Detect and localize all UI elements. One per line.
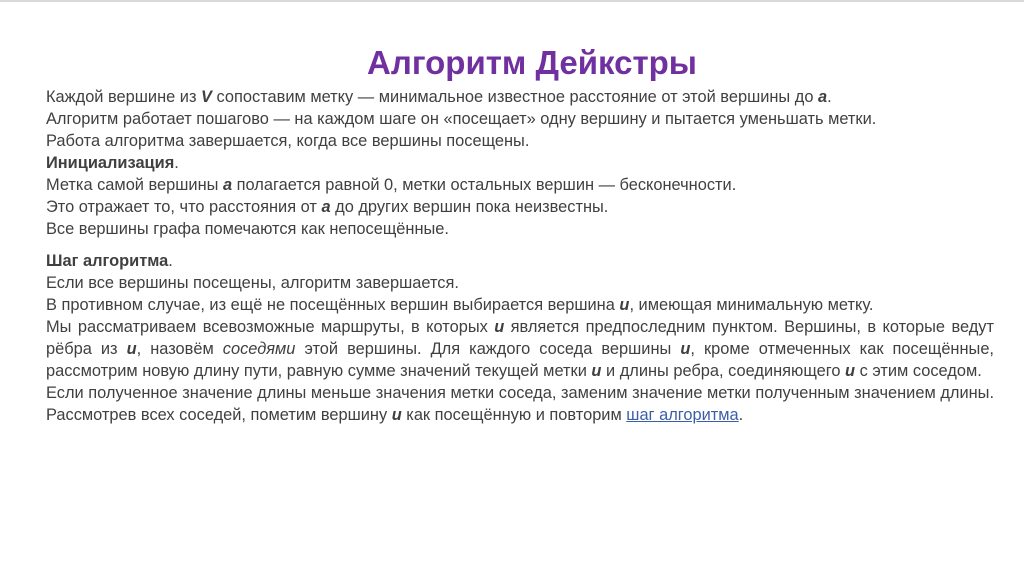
heading-initialization xyxy=(46,152,994,174)
variable-a: a xyxy=(321,198,331,216)
variable-u: u xyxy=(494,318,505,336)
paragraph-init-labels xyxy=(46,174,994,196)
variable-v: V xyxy=(201,88,212,106)
slide-title: Алгоритм Дейкстры xyxy=(367,44,697,82)
paragraph-step-select xyxy=(46,294,994,316)
step-algorithm-link[interactable]: шаг алгоритма xyxy=(626,406,739,424)
text: . xyxy=(738,406,744,424)
text: Если полученное значение длины меньше значения метки соседа, заменим значение метки полученным значением длины. Рассмотрев всех соседей, пометим вершину xyxy=(46,384,994,424)
text: и длины ребра, соединяющего xyxy=(601,362,846,380)
step-label: Шаг алгоритма xyxy=(46,252,169,270)
variable-u: u xyxy=(126,340,137,358)
text: В противном случае, из ещё не посещённых вершин выбирается вершина xyxy=(46,296,620,314)
text: . xyxy=(174,154,179,172)
initialization-label: Инициализация xyxy=(46,154,175,172)
variable-a: a xyxy=(818,88,828,106)
paragraph-step-update xyxy=(46,382,994,426)
variable-u: u xyxy=(680,340,691,358)
text: , имеющая минимальную метку. xyxy=(629,296,874,314)
text: , кроме отмеченных как посещённые, рассмотрим новую длину пути, равную сумме значений текущей метки xyxy=(46,340,994,380)
top-divider xyxy=(0,0,1024,2)
text: Это отражает то, что расстояния от xyxy=(46,198,322,216)
paragraph-init-unknown xyxy=(46,196,994,218)
paragraph-termination: Работа алгоритма завершается, когда все вершины посещены. xyxy=(46,132,530,150)
variable-u: u xyxy=(591,362,602,380)
text: как посещённую и повторим xyxy=(401,406,627,424)
paragraph-step-neighbors xyxy=(46,316,994,382)
paragraph-step-end: Если все вершины посещены, алгоритм завершается. xyxy=(46,274,459,292)
variable-a: a xyxy=(222,176,233,194)
text: Каждой вершине из xyxy=(46,88,202,106)
text: этой вершины. Для каждого соседа вершины xyxy=(295,340,681,358)
text: является предпоследним пунктом. Вершины, в которые ведут рёбра из xyxy=(46,318,994,358)
heading-step xyxy=(46,250,994,272)
text: с этим соседом. xyxy=(855,362,982,380)
paragraph-init-unvisited: Все вершины графа помечаются как непосещённые. xyxy=(46,220,449,238)
slide-body xyxy=(46,86,994,426)
term-neighbors: соседями xyxy=(222,340,296,358)
variable-u: u xyxy=(391,406,402,424)
text: Мы рассматриваем всевозможные маршруты, в которых xyxy=(46,318,495,336)
text: Метка самой вершины xyxy=(46,176,223,194)
text: полагается равной 0, метки остальных вершин — бесконечности. xyxy=(232,176,737,194)
paragraph-stepwise: Алгоритм работает пошагово — на каждом шаге он «посещает» одну вершину и пытается уменьшать метки. xyxy=(46,110,877,128)
text: , назовём xyxy=(136,340,223,358)
text: . xyxy=(827,88,832,106)
text: . xyxy=(168,252,173,270)
variable-u: u xyxy=(619,296,630,314)
text: сопоставим метку — минимальное известное расстояние от этой вершины до xyxy=(211,88,818,106)
text: до других вершин пока неизвестны. xyxy=(330,198,609,216)
paragraph-vertex-label xyxy=(46,86,994,108)
variable-u: u xyxy=(845,362,856,380)
